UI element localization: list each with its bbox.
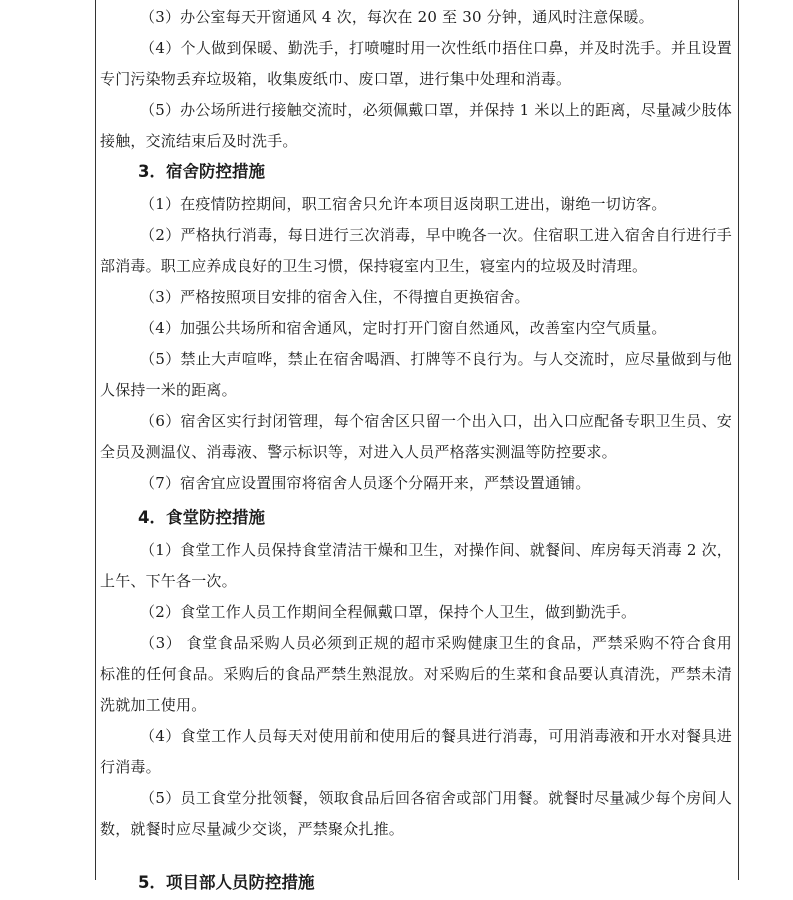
canteen-item-1: （1）食堂工作人员保持食堂清洁干燥和卫生，对操作间、就餐间、库房每天消毒 2 次，上午、下午各一次。: [100, 541, 732, 590]
dorm-item-5: （5）禁止大声喧哗，禁止在宿舍喝酒、打牌等不良行为。与人交流时，应尽量做到与他人保持一米的距离。: [100, 350, 732, 399]
document-body: [100, 2, 732, 845]
canteen-item-5: （5）员工食堂分批领餐，领取食品后回各宿舍或部门用餐。就餐时尽量减少每个房间人数，就餐时应尽量减少交谈，严禁聚众扎推。: [100, 789, 732, 838]
dorm-section-heading: 3．宿舍防控措施: [138, 162, 265, 181]
dorm-item-2: （2）严格执行消毒，每日进行三次消毒，早中晚各一次。住宿职工进入宿舍自行进行手部消毒。职工应养成良好的卫生习惯，保持寝室内卫生，寝室内的垃圾及时清理。: [100, 226, 732, 275]
dorm-item-4: （4）加强公共场所和宿舍通风，定时打开门窗自然通风，改善室内空气质量。: [140, 319, 667, 337]
canteen-item-4: （4）食堂工作人员每天对使用前和使用后的餐具进行消毒，可用消毒液和开水对餐具进行消毒。: [100, 727, 732, 776]
canteen-item-2: （2）食堂工作人员工作期间全程佩戴口罩，保持个人卫生，做到勤洗手。: [140, 603, 637, 621]
office-item-5: （5）办公场所进行接触交流时，必须佩戴口罩，并保持 1 米以上的距离，尽量减少肢体接触，交流结束后及时洗手。: [100, 101, 732, 150]
next-section-heading-cut-off: 5．项目部人员防控措施: [138, 873, 315, 892]
dorm-item-1: （1）在疫情防控期间，职工宿舍只允许本项目返岗职工进出，谢绝一切访客。: [140, 195, 667, 213]
dorm-item-7: （7）宿舍宜应设置围帘将宿舍人员逐个分隔开来，严禁设置通铺。: [140, 474, 591, 492]
dorm-item-6: （6）宿舍区实行封闭管理，每个宿舍区只留一个出入口，出入口应配备专职卫生员、安全员及测温仪、消毒液、警示标识等，对进入人员严格落实测温等防控要求。: [100, 412, 732, 461]
canteen-item-3: （3） 食堂食品采购人员必须到正规的超市采购健康卫生的食品，严禁采购不符合食用标准的任何食品。采购后的食品严禁生熟混放。对采购后的生菜和食品要认真清洗，严禁未清洗就加工使用。: [100, 634, 732, 714]
canteen-section-heading: 4．食堂防控措施: [138, 508, 265, 527]
office-item-3: （3）办公室每天开窗通风 4 次，每次在 20 至 30 分钟，通风时注意保暖。: [140, 8, 654, 26]
office-item-4: （4）个人做到保暖、勤洗手，打喷嚏时用一次性纸巾捂住口鼻，并及时洗手。并且设置专门污染物丢弃垃圾箱，收集废纸巾、废口罩，进行集中处理和消毒。: [100, 39, 732, 88]
dorm-item-3: （3）严格按照项目安排的宿舍入住，不得擅自更换宿舍。: [140, 288, 530, 306]
